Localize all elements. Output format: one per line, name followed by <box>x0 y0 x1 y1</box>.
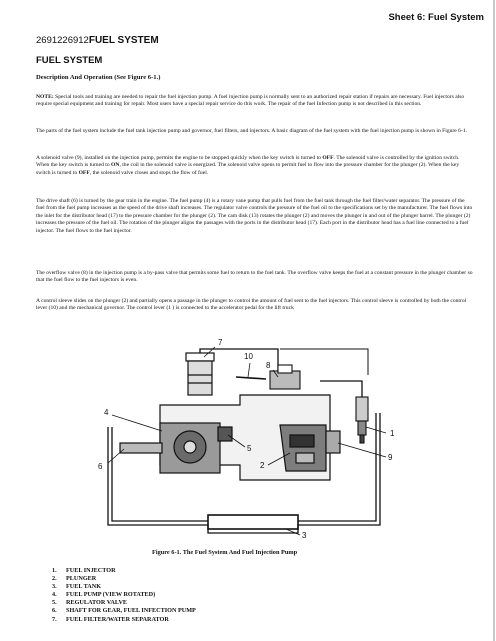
legend-number: 2. <box>52 575 57 583</box>
fuel-injector <box>356 397 368 443</box>
legend-label: SHAFT FOR GEAR, FUEL INFECTION PUMP <box>66 607 196 615</box>
callout-3: 3 <box>302 531 307 540</box>
note-paragraph <box>36 94 474 109</box>
paragraph-text: , the coil in the solenoid valve is energized. The solenoid valve opens to permit fuel to flow into the pressure chamber for the plunger (2). When the key switch is turned to <box>36 162 460 176</box>
legend-label: REGULATOR VALVE <box>66 599 128 607</box>
overflow-valve <box>270 365 300 389</box>
callout-5: 5 <box>247 444 252 453</box>
legend-item <box>52 567 196 575</box>
section-subheading: Description And Operation (See Figure 6-1.) <box>36 74 161 81</box>
legend-label: FUEL TANK <box>66 583 102 591</box>
legend-item <box>52 599 196 607</box>
legend-label: PLUNGER <box>66 575 97 583</box>
document-number: 2691226912 <box>36 35 89 46</box>
legend-number: 7. <box>52 615 57 623</box>
injection-pump-body <box>120 395 340 480</box>
paragraph-control-sleeve: A control sleeve slides on the plunger (2) and partially opens a passage in the plunger to control the amount of fuel sent to the fuel injectors. This control sleeve is controlled by both the control lever (10) and the mechanical governor. The control lever (1 ) is connected to the accelerator pedal for the lift truck <box>36 298 467 312</box>
callout-10: 10 <box>244 352 253 361</box>
legend-item <box>52 583 196 591</box>
callout-1: 1 <box>390 429 395 438</box>
paragraph-solenoid <box>36 155 474 177</box>
fuel-system-diagram <box>90 335 410 545</box>
paragraph-drive-shaft: The drive shaft (6) is turned by the gear train in the engine. The fuel pump (4) is a rotary vane pump that pulls fuel from the fuel tank through the fuel filter/water separator. The pressure of the fuel from the fuel pump increases as the speed of the drive shaft increases. The regulator valve controls the pressure of the fuel oil to the specifications set by the manufacturer. The fuel flows into the inlet for the distributor head (17) to the pressure chamber for the plunger (2). The cam disk (13) rotates the plunger (2) and moves the plunger in and out of the plunger barrel. The plunger (2) increases the pressure of the fuel oil. The rotation of the plunger aligns the passages with the ports in the distributor head (17). Each port in the distributor head has a fuel line connected to a fuel injector. The fuel flows to the fuel injector. <box>36 198 473 234</box>
legend-item <box>52 616 196 624</box>
callout-7: 7 <box>218 338 223 347</box>
paragraph-text: A solenoid valve (9), installed on the injection pump, permits the engine to be stopped quickly when the key switch is turned to <box>36 155 323 161</box>
legend-label: FUEL FILTER/WATER SEPARATOR <box>66 615 169 623</box>
sheet-title: Sheet 6: Fuel System <box>388 12 484 23</box>
paragraph-text: . The solenoid valve is controlled by the ignition switch. When the key switch is turned to <box>36 155 460 169</box>
callout-6: 6 <box>98 462 103 471</box>
document-id-line <box>36 35 159 46</box>
legend-number: 6. <box>52 607 57 615</box>
figure-caption: Figure 6-1. The Fuel System And Fuel Injection Pump <box>152 549 298 556</box>
legend-label: FUEL PUMP (VIEW ROTATED) <box>66 591 156 599</box>
on-keyword: ON <box>111 162 120 169</box>
document-id-title: FUEL SYSTEM <box>88 35 159 46</box>
callout-2: 2 <box>260 461 265 470</box>
parts-legend <box>52 567 196 624</box>
control-lever <box>236 377 266 379</box>
legend-label: FUEL INJECTOR <box>66 567 116 574</box>
off-keyword: OFF <box>78 169 90 176</box>
section-heading: FUEL SYSTEM <box>36 55 103 66</box>
callout-8: 8 <box>266 361 271 370</box>
paragraph-parts: The parts of the fuel system include the fuel tank injection pump and governor, fuel filters, and injectors. A basic diagram of the fuel system with the fuel injection pump is shown in Figure 6-1. <box>36 128 468 134</box>
legend-number: 5. <box>52 599 57 607</box>
callout-9: 9 <box>388 453 393 462</box>
paragraph-overflow-valve: The overflow valve (8) in the injection pump is a by-pass valve that permits some fuel to return to the fuel tank. The overflow valve keeps the fuel at a constant pressure in the plunger chamber so that the fuel flow to the fuel injectors is even. <box>36 270 473 284</box>
legend-item <box>52 607 196 615</box>
paragraph-text: , the solenoid valve closes and stops the flow of fuel. <box>89 169 209 176</box>
note-label: NOTE: <box>36 94 54 100</box>
page-edge <box>493 0 495 641</box>
legend-number: 1. <box>52 567 57 574</box>
legend-number: 3. <box>52 583 57 591</box>
fuel-filter-water-separator <box>186 353 214 395</box>
legend-item <box>52 591 196 599</box>
callout-4: 4 <box>104 408 109 417</box>
note-text: Special tools and training are needed to repair the fuel injection pump. A fuel injection pump is normally sent to an authorized repair station if repairs are necessary. Fuel injectors also require special equipment and training for repair. Most users have a special repair service do this work. The repair of the fuel Infection pump is not described in this section. <box>36 94 465 108</box>
off-keyword: OFF <box>322 155 334 161</box>
legend-item <box>52 575 196 583</box>
legend-number: 4. <box>52 591 57 599</box>
